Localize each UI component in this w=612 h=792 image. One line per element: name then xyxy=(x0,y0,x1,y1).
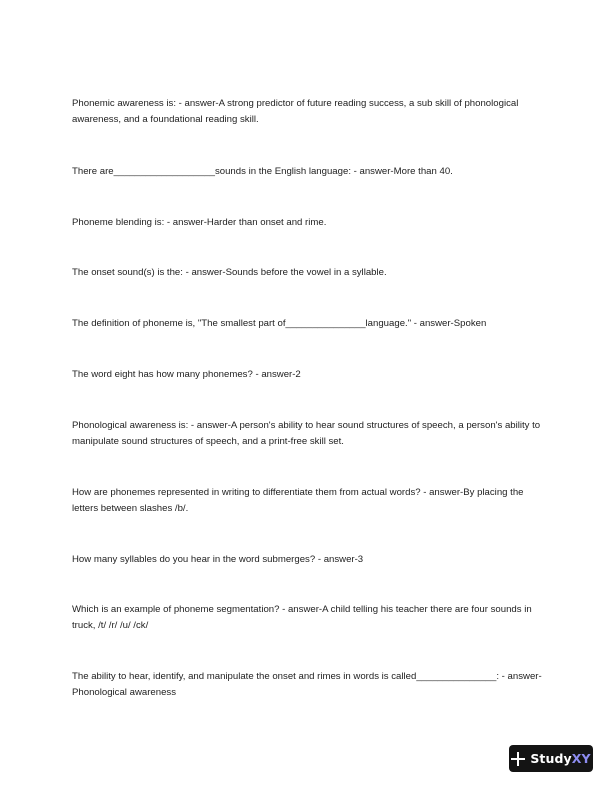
qa-item-6: The word eight has how many phonemes? - answer-2 xyxy=(72,369,301,380)
qa-item-10: Which is an example of phoneme segmentation? - answer-A child telling his teacher there are four sounds in truck, /t/ /r/ /u/ /ck/ xyxy=(72,604,532,631)
qa-item-2: There are___________________sounds in the English language: - answer-More than 40. xyxy=(72,166,453,177)
qa-item-1: Phonemic awareness is: - answer-A strong predictor of future reading success, a sub skill of phonological awareness, and a foundational reading skill. xyxy=(72,98,519,125)
qa-item-5: The definition of phoneme is, "The smallest part of_______________language." - answer-Spoken xyxy=(72,318,487,329)
qa-item-8: How are phonemes represented in writing to differentiate them from actual words? - answer-By placing the letters between slashes /b/. xyxy=(72,487,524,514)
qa-item-3: Phoneme blending is: - answer-Harder than onset and rime. xyxy=(72,217,327,228)
qa-item-7: Phonological awareness is: - answer-A person's ability to hear sound structures of speech, a person's ability to manipulate sound structures of speech, and a print-free skill set. xyxy=(72,420,541,447)
qa-item-4: The onset sound(s) is the: - answer-Sounds before the vowel in a syllable. xyxy=(72,267,387,278)
studyxy-badge[interactable] xyxy=(509,745,593,772)
brand-name-part2: XY xyxy=(571,751,591,766)
brand-logo-text xyxy=(530,751,590,766)
qa-item-9: How many syllables do you hear in the word submerges? - answer-3 xyxy=(72,554,364,565)
plus-icon xyxy=(511,752,525,766)
qa-item-11: The ability to hear, identify, and manipulate the onset and rimes in words is called_______________: - answer-Phonological awareness xyxy=(72,671,542,698)
brand-name-part1: Study xyxy=(530,751,572,766)
